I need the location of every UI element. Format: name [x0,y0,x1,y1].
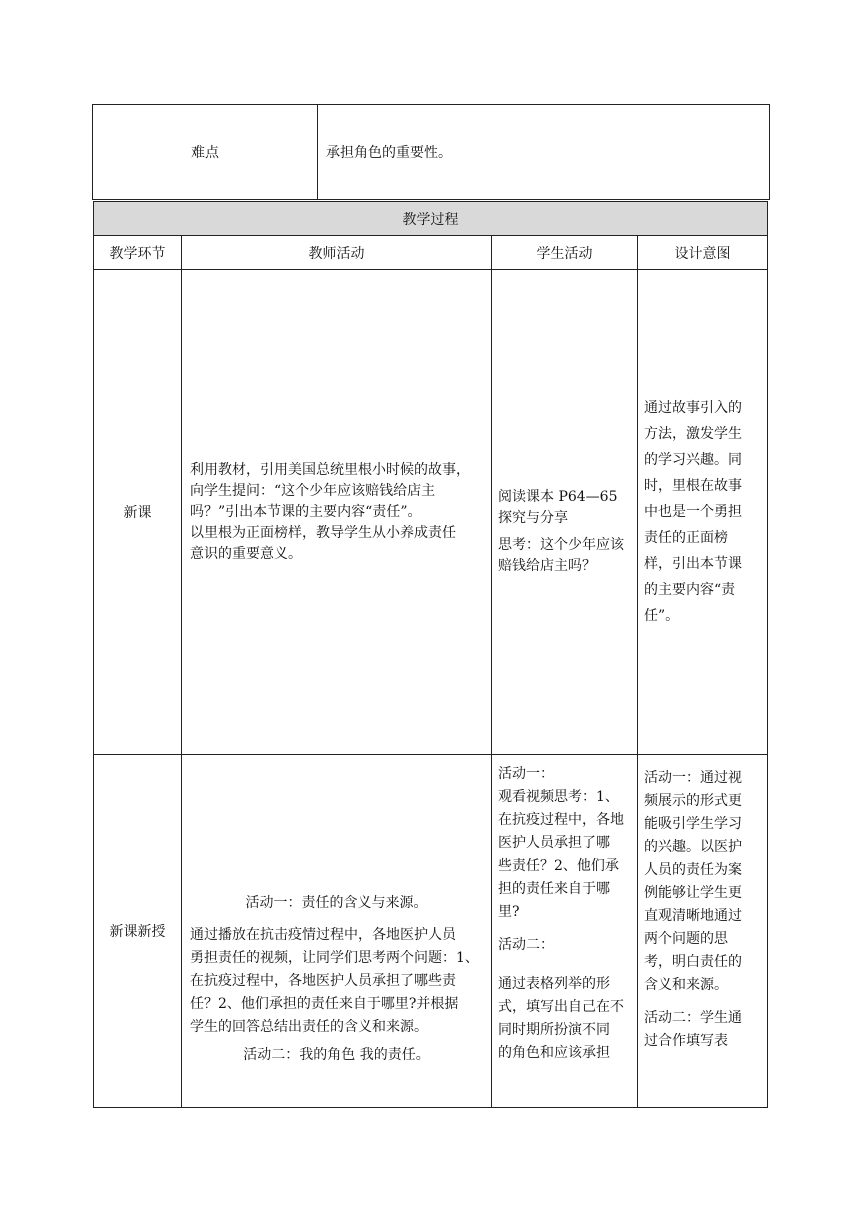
teacher-line: 学生的回答总结出责任的含义和来源。 [190,1019,428,1035]
student-line: 在抗疫过程中，各地 [498,812,624,828]
intent-line: 考，明白责任的 [644,954,742,970]
teacher-line: 通过播放在抗击疫情过程中，各地医护人员 [190,927,456,943]
header-row [94,236,768,270]
teacher-line: 利用教材，引用美国总统里根小时候的故事， [190,461,470,478]
intent-line: 能吸引学生学习 [644,816,742,832]
header-intent: 设计意图 [638,236,768,270]
intent-line: 活动二：学生通 [644,1010,742,1026]
student-activity-cell [492,270,638,755]
header-teacher: 教师活动 [182,236,492,270]
intent-line: 含义和来源。 [644,977,728,993]
student-activity-title: 活动二： [498,937,554,953]
difficulty-table [92,104,770,200]
intent-line: 中也是一个勇担 [644,504,742,520]
intent-line: 过合作填写表 [644,1033,728,1049]
student-line: 赔钱给店主吗？ [498,558,596,574]
student-line: 通过表格列举的形 [498,976,610,992]
student-activity-title: 活动一： [498,766,554,782]
difficulty-value: 承担角色的重要性。 [318,105,770,200]
intent-line: 方法，激发学生 [644,426,742,442]
teacher-line: 以里根为正面榜样，教导学生从小养成责任 [190,524,456,541]
intent-line: 任”。 [644,608,680,624]
intent-line: 通过故事引入的 [644,400,742,416]
student-line: 思考：这个少年应该 [498,537,624,553]
student-line: 阅读课本 P64—65 [498,489,618,505]
student-line: 的角色和应该承担 [498,1045,610,1061]
teacher-activity-title: 活动二：我的角色 我的责任。 [243,1047,430,1063]
teacher-line: 任？2、他们承担的责任来自于哪里?并根据 [190,996,459,1012]
intent-line: 活动一：通过视 [644,770,742,786]
process-banner: 教学过程 [94,202,768,236]
teacher-line: 吗？”引出本节课的主要内容“责任”。 [190,503,422,520]
header-stage: 教学环节 [94,236,182,270]
intent-line: 样，引出本节课 [644,556,742,572]
intent-line: 的主要内容“责 [644,582,736,598]
student-line: 医护人员承担了哪 [498,835,610,851]
intent-line: 频展示的形式更 [644,793,742,809]
intent-line: 直观清晰地通过 [644,908,742,924]
student-line: 担的责任来自于哪 [498,881,610,897]
student-line: 观看视频思考：1、 [498,789,619,805]
student-line: 些责任？2、他们承 [498,858,619,874]
design-intent-cell [638,755,768,1108]
difficulty-label: 难点 [93,105,318,200]
intent-line: 人员的责任为案 [644,862,742,878]
intent-line: 的兴趣。以医护 [644,839,742,855]
teacher-activity-title: 活动一：责任的含义与来源。 [245,895,428,911]
table-row [94,755,768,1108]
student-activity-cell [492,755,638,1108]
intent-line: 的学习兴趣。同 [644,452,742,468]
student-line: 式，填写出自己在不 [498,999,624,1015]
stage-cell: 新课新授 [94,755,182,1108]
teaching-process-table [93,201,768,1108]
student-line: 里? [498,904,520,920]
teacher-line: 意识的重要意义。 [190,545,302,562]
student-line: 同时期所扮演不同 [498,1022,610,1038]
teacher-activity-cell [182,270,492,755]
teacher-line: 勇担责任的视频，让同学们思考两个问题：1、 [190,950,479,966]
design-intent-cell [638,270,768,755]
stage-cell: 新课 [94,270,182,755]
header-student: 学生活动 [492,236,638,270]
student-line: 探究与分享 [498,510,568,526]
difficulty-row [93,105,770,200]
teacher-line: 向学生提问：“这个少年应该赔钱给店主 [190,482,436,499]
teacher-line: 在抗疫过程中，各地医护人员承担了哪些责 [190,973,456,989]
table-row [94,270,768,755]
intent-line: 例能够让学生更 [644,885,742,901]
intent-line: 两个问题的思 [644,931,728,947]
intent-line: 责任的正面榜 [644,530,728,546]
banner-row [94,202,768,236]
intent-line: 时，里根在故事 [644,478,742,494]
teacher-activity-cell [182,755,492,1108]
